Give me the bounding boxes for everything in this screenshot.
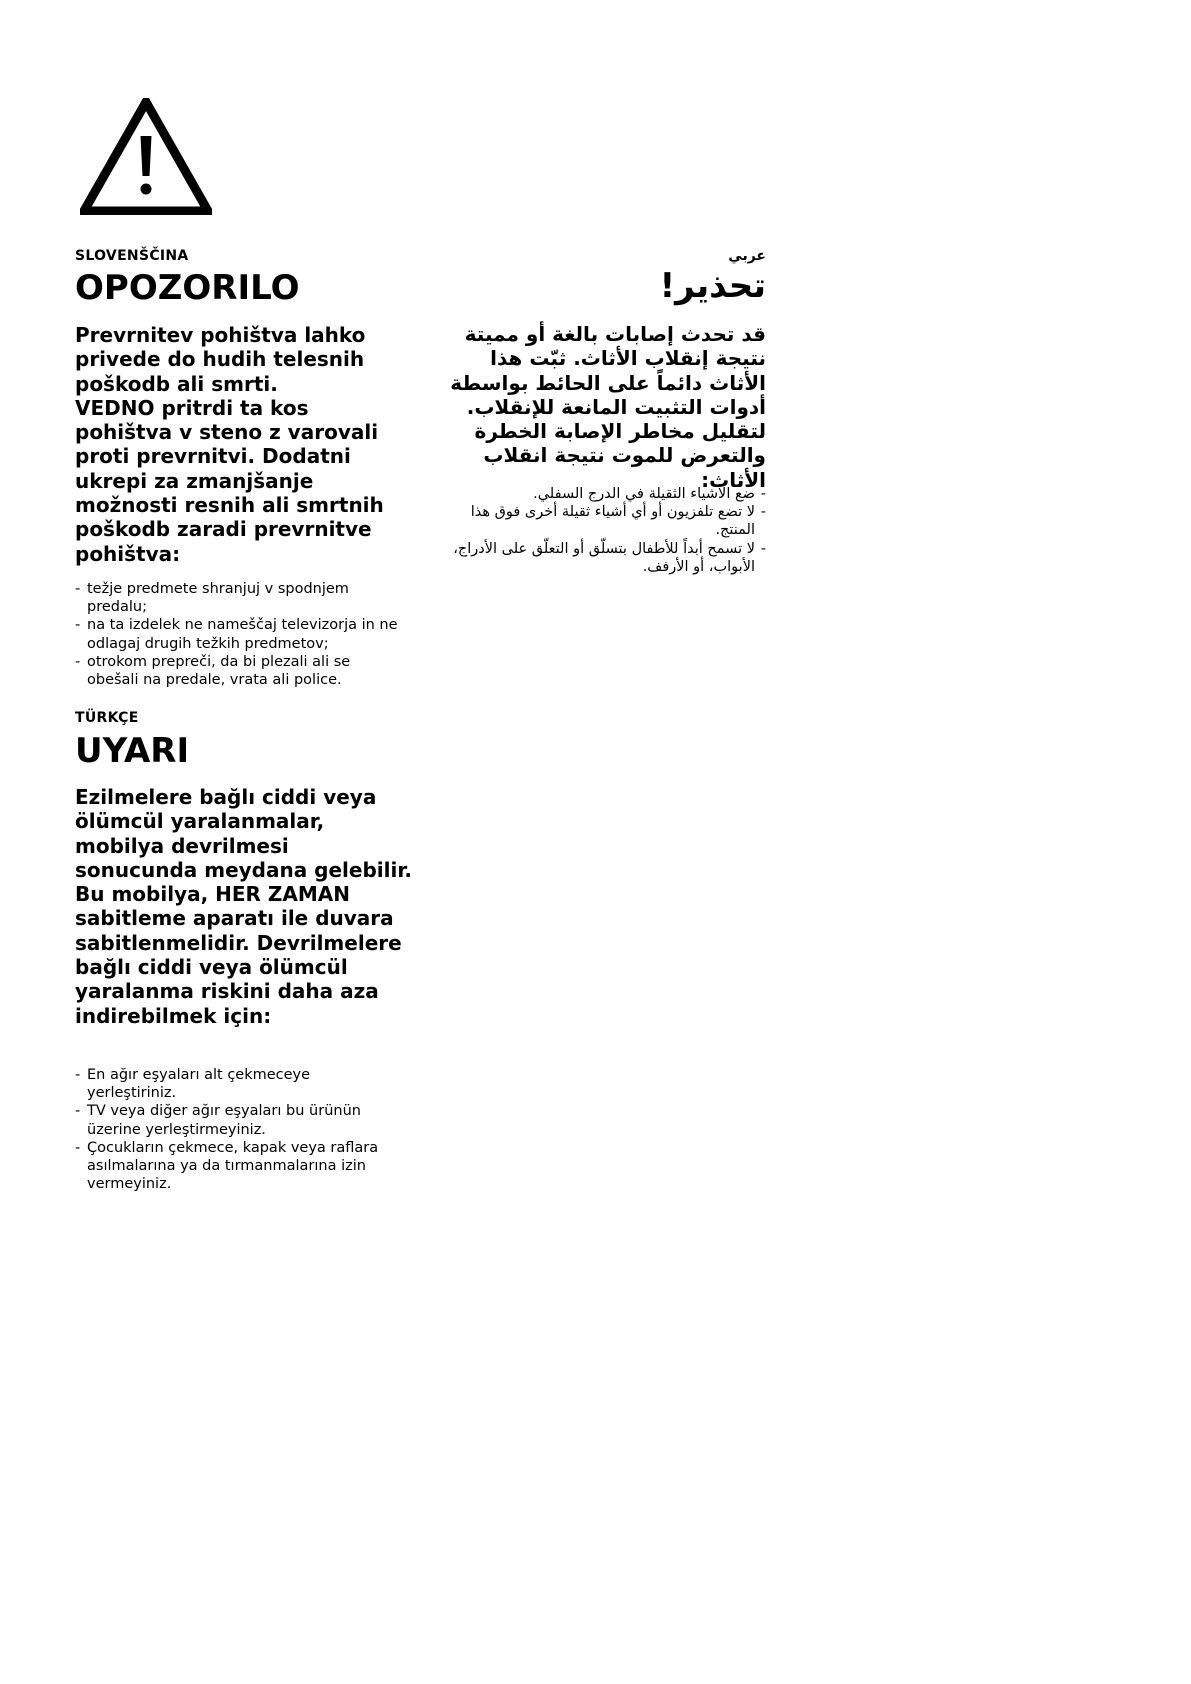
language-heading: TÜRKÇE [75, 710, 139, 726]
list-item: - TV veya diğer ağır eşyaları bu ürünün üzerine yerleştirmeyiniz. [75, 1102, 395, 1138]
precaution-list [75, 580, 405, 689]
language-heading: عربي [728, 248, 766, 264]
language-heading: SLOVENŠČINA [75, 248, 189, 264]
warning-title: UYARI [75, 731, 190, 771]
list-item: - težje predmete shranjuj v spodnjem predalu; [75, 580, 405, 616]
list-item: - En ağır eşyaları alt çekmeceye yerleştiriniz. [75, 1066, 395, 1102]
list-item: - ضع الأشياء الثقيلة في الدرج السفلي. [430, 485, 766, 503]
warning-title: OPOZORILO [75, 268, 300, 308]
warning-title: تحذير! [659, 266, 766, 306]
warning-lead-text: Ezilmelere bağlı ciddi veya ölümcül yaralanmalar, mobilya devrilmesi sonucunda meydana gelebilir. Bu mobilya, HER ZAMAN sabitleme aparatı ile duvara sabitlenmelidir. Devrilmelere bağlı ciddi veya ölümcül yaralanma riskini daha aza indirebilmek için: [75, 785, 412, 1028]
list-item: - otrokom prepreči, da bi plezali ali se obešali na predale, vrata ali police. [75, 653, 405, 689]
precaution-list [430, 485, 766, 576]
list-item: - لا تضع تلفزيون أو أي أشياء ثقيلة أخرى فوق هذا المنتج. [430, 503, 766, 539]
list-item: - لا تسمح أبداً للأطفال بتسلّق أو التعلّق على الأدراج، الأبواب، أو الأرفف. [430, 540, 766, 576]
warning-triangle-icon [80, 98, 212, 215]
list-item: - Çocukların çekmece, kapak veya raflara asılmalarına ya da tırmanmalarına izin vermeyiniz. [75, 1139, 395, 1194]
precaution-list [75, 1066, 395, 1193]
list-item: - na ta izdelek ne nameščaj televizorja in ne odlagaj drugih težkih predmetov; [75, 616, 405, 652]
warning-lead-text: Prevrnitev pohištva lahko privede do hudih telesnih poškodb ali smrti. VEDNO pritrdi ta kos pohištva v steno z varovali proti prevrnitvi. Dodatni ukrepi za zmanjšanje možnosti resnih ali smrtnih poškodb zaradi prevrnitve pohištva: [75, 323, 384, 566]
warning-lead-text: قد تحدث إصابات بالغة أو مميتة نتيجة إنقلاب الأثاث. ثبّت هذا الأثاث دائماً على الحائط بواسطة أدوات التثبيت المانعة للإنقلاب. لتقليل مخاطر الإصابة الخطرة والتعرض للموت نتيجة انقلاب الأثاث: [450, 322, 766, 492]
